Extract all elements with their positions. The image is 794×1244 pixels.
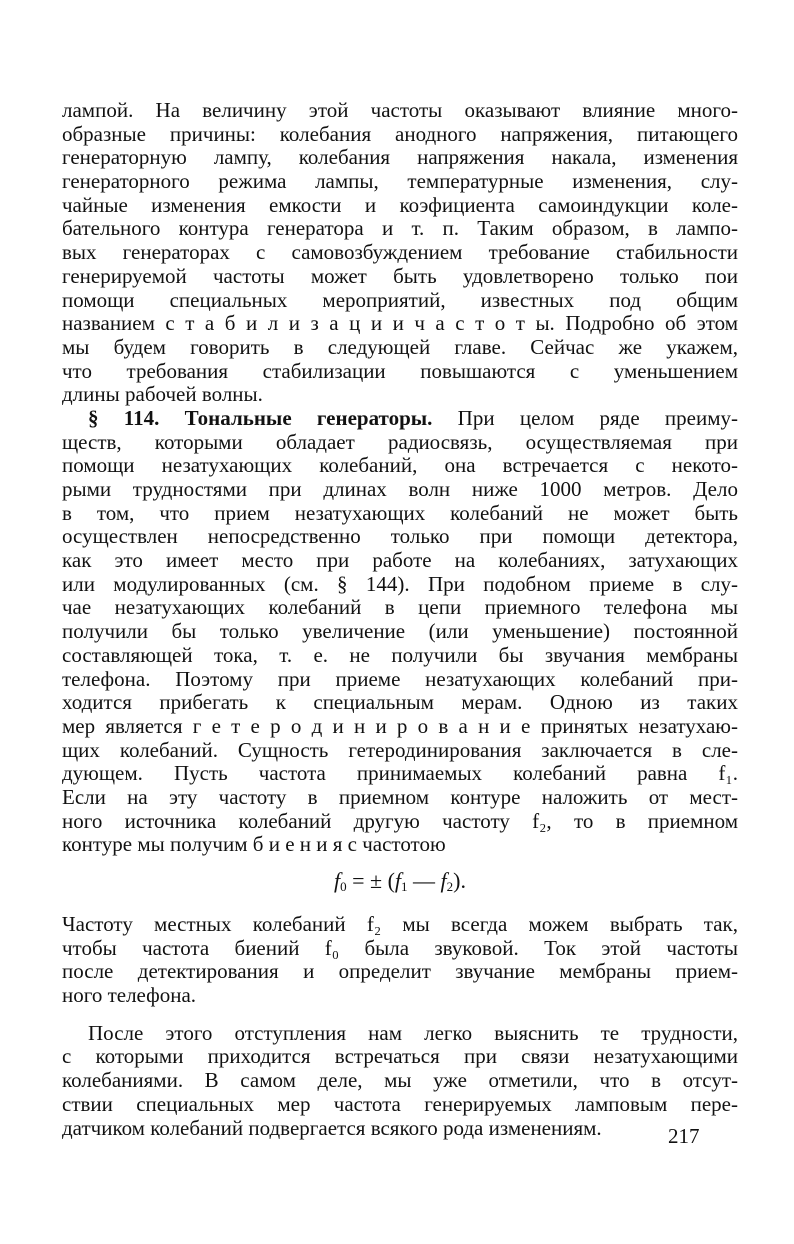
paragraph-1 bbox=[62, 99, 738, 407]
text-line: лампой. На величину этой частоты оказывают влияние много- bbox=[62, 98, 738, 122]
text-line: мы будем говорить в следующей главе. Сейчас же укажем, bbox=[62, 334, 738, 359]
text-line: ного телефона. bbox=[62, 983, 197, 1008]
text-line: Частоту местных колебаний f₂ мы всегда можем выбрать так, bbox=[62, 912, 738, 936]
formula bbox=[62, 863, 738, 899]
text-line: генераторного режима лампы, температурные изменения, слу- bbox=[62, 169, 738, 194]
section-heading: § 114. Тональные генераторы. bbox=[88, 405, 433, 430]
text-line: датчиком колебаний подвергается всякого рода изменениям. bbox=[62, 1115, 602, 1140]
text-line: рыми трудностями при длинах волн ниже 1000 метров. Дело bbox=[62, 477, 738, 501]
text-line: названием с т а б и л и з а ц и и ч а с т о т ы. Подробно об этом bbox=[62, 311, 738, 336]
page-number: 217 bbox=[668, 1124, 700, 1148]
text-line: осуществлен непосредственно только при помощи детектора, bbox=[62, 524, 738, 549]
text-line: ходится прибегать к специальным мерам. Одною из таких bbox=[62, 690, 738, 715]
text-line: как это имеет место при работе на колебаниях, затухающих bbox=[62, 548, 738, 573]
text-line: образные причины: колебания анодного напряжения, питающего bbox=[62, 121, 738, 146]
text-line: получили бы только увеличение (или уменьшение) постоянной bbox=[62, 619, 738, 644]
text-line: генераторную лампу, колебания напряжения накала, изменения bbox=[62, 145, 738, 170]
text-line: помощи специальных мероприятий, известных под общим bbox=[62, 287, 738, 312]
text-span: При целом ряде преиму- bbox=[457, 405, 739, 430]
formula-operator: — bbox=[407, 868, 441, 893]
text-line: длины рабочей волны. bbox=[62, 382, 263, 407]
formula-operator: = ± ( bbox=[346, 868, 395, 893]
text-line: генерируемой частоты может быть удовлетворено только пои bbox=[62, 263, 738, 288]
text-line: чтобы частота биений f₀ была звуковой. Ток этой частоты bbox=[62, 935, 738, 960]
text-line: чае незатухающих колебаний в цепи приемного телефона мы bbox=[62, 595, 738, 620]
formula-symbol: f bbox=[333, 868, 341, 893]
paragraph-4 bbox=[62, 1022, 738, 1140]
text-line: ного источника колебаний другую частоту f₂, то в приемном bbox=[62, 808, 738, 833]
text-line: ствии специальных мер частота генерируемых ламповым пере- bbox=[62, 1091, 738, 1116]
text-line: или модулированных (см. § 144). При подобном приеме в слу- bbox=[62, 571, 738, 596]
text-line: бательного контура генератора и т. п. Таким образом, в лампо- bbox=[62, 216, 738, 241]
text-line: вых генераторах с самовозбуждением требование стабильности bbox=[62, 240, 738, 265]
text-line: телефона. Поэтому при приеме незатухающих колебаний при- bbox=[62, 666, 738, 691]
text-line: составляющей тока, т. е. не получили бы звучания мембраны bbox=[62, 642, 738, 667]
text-line: в том, что прием незатухающих колебаний не может быть bbox=[62, 500, 738, 525]
text-line: помощи незатухающих колебаний, она встречается с некото- bbox=[62, 453, 738, 478]
text-line: После этого отступления нам легко выяснить те трудности, bbox=[88, 1020, 738, 1045]
formula-operator: ). bbox=[453, 868, 466, 893]
text-line: после детектирования и определит звучание мембраны прием- bbox=[62, 959, 738, 984]
text-line: колебаниями. В самом деле, мы уже отметили, что в отсут- bbox=[62, 1068, 738, 1093]
paragraph-section-114 bbox=[62, 407, 738, 857]
paragraph-3 bbox=[62, 913, 738, 1008]
text-line: что требования стабилизации повышаются с уменьшением bbox=[62, 358, 738, 383]
text-line: с которыми приходится встречаться при связи незатухающими bbox=[62, 1044, 738, 1069]
formula-subscript: 0 bbox=[340, 879, 347, 894]
text-line: мер является г е т е р о д и н и р о в а н и е принятых незатухаю- bbox=[62, 713, 738, 738]
formula-symbol: f bbox=[394, 868, 402, 893]
text-line: Если на эту частоту в приемном контуре наложить от мест- bbox=[62, 784, 738, 809]
text-line: дующем. Пусть частота принимаемых колебаний равна f₁. bbox=[62, 761, 738, 786]
formula-symbol: f bbox=[440, 868, 447, 893]
text-line: чайные изменения емкости и коэфициента самоиндукции коле- bbox=[62, 192, 738, 217]
formula-subscript: 1 bbox=[401, 879, 408, 894]
text-line: щих колебаний. Сущность гетеродинирования заключается в сле- bbox=[62, 737, 738, 762]
text-line bbox=[62, 407, 738, 431]
formula-subscript: 2 bbox=[446, 879, 454, 894]
text-line: контуре мы получим б и е н и я с частотою bbox=[62, 832, 446, 857]
text-line: ществ, которыми обладает радиосвязь, осуществляемая при bbox=[62, 429, 738, 454]
page-body bbox=[62, 99, 738, 1140]
